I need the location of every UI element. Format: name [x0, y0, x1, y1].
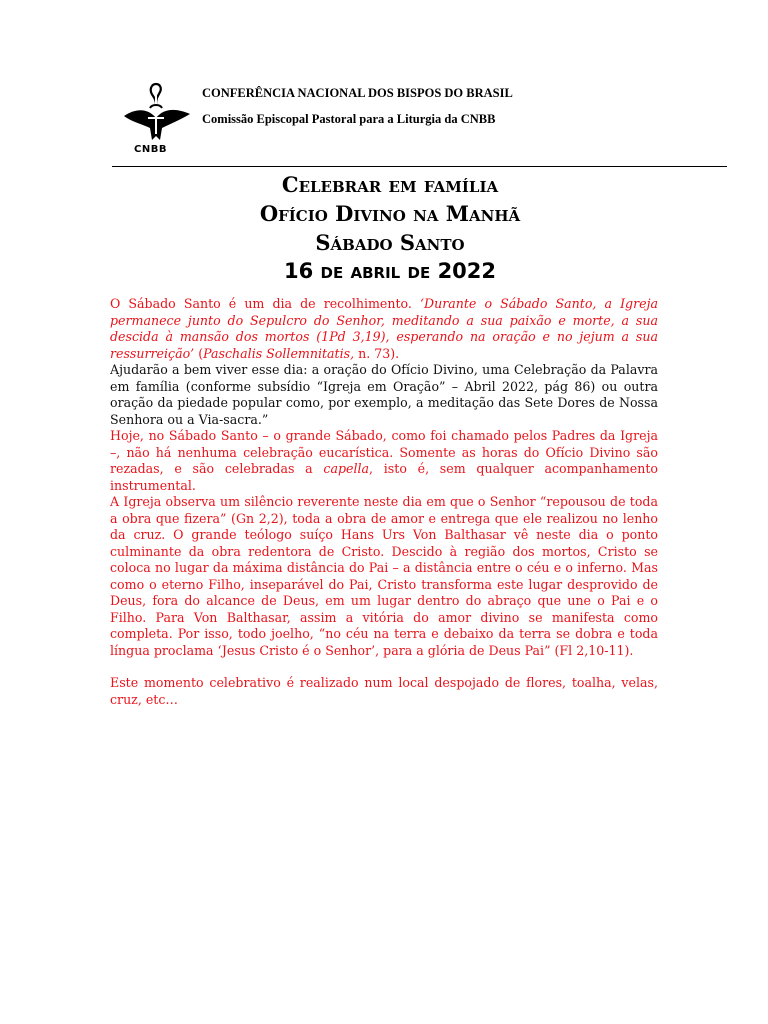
paragraph-intro — [110, 296, 658, 362]
header-divider — [112, 166, 727, 167]
title-line-1: Celebrar em família — [281, 172, 499, 197]
title-line-2: Ofício Divino na Manhã — [259, 201, 521, 226]
organization-name: CONFERÊNCIA NACIONAL DOS BISPOS DO BRASIL — [202, 86, 513, 100]
paragraph-holy-saturday-capella: capella — [323, 461, 370, 476]
cnbb-logo — [116, 78, 198, 158]
paragraph-spacer — [110, 659, 658, 675]
paragraph-intro-c: ( — [194, 345, 204, 361]
paragraph-holy-saturday-a: Hoje, no Sábado Santo – o grande Sábado, como foi chamado pelos Padres da Igreja –, não há nenhuma celebração eucarística. Somente as horas do Ofício Divino são rezadas, e são celebradas a — [110, 428, 658, 476]
document-body — [110, 296, 658, 708]
paragraph-intro-source: Paschalis Sollemnitatis, — [203, 345, 355, 361]
title-line-3: Sábado Santo — [315, 230, 465, 255]
logo-text: CNBB — [134, 144, 167, 155]
title-date: 16 de abril de 2022 — [283, 259, 497, 283]
title-block — [100, 170, 680, 286]
paragraph-holy-saturday — [110, 428, 658, 494]
commission-name: Comissão Episcopal Pastoral para a Liturgia da CNBB — [202, 112, 496, 126]
paragraph-intro-quote: ‘Durante o Sábado Santo, a Igreja permanece junto do Sepulcro do Senhor, meditando a sua paixão e morte, a sua descida à mansão dos mortos (1Pd 3,19), esperando na oração e no jejum a sua ressurreição’ — [110, 296, 658, 361]
paragraph-holy-saturday-c: , isto é, sem qualquer acompanhamento instrumental. — [110, 461, 659, 493]
paragraph-intro-a: O Sábado Santo é um dia de recolhimento. — [110, 296, 420, 311]
paragraph-celebration-note: Este momento celebrativo é realizado num local despojado de flores, toalha, velas, cruz, etc… — [110, 675, 658, 707]
document-header — [112, 78, 727, 164]
paragraph-intro-e: n. 73). — [354, 345, 400, 361]
paragraph-prayers: Ajudarão a bem viver esse dia: a oração do Ofício Divino, uma Celebração da Palavra em família (conforme subsídio “Igreja em Oração” – Abril 2022, pág 86) ou outra oração da piedade popular como, por exemplo, a meditação das Sete Dores de Nossa Senhora ou a Via-sacra.” — [110, 362, 658, 427]
paragraph-silence: A Igreja observa um silêncio reverente neste dia em que o Senhor “repousou de toda a obra que fizera” (Gn 2,2), toda a obra de amor e entrega que ele realizou no lenho da cruz. O grande teólogo suíço Hans Urs Von Balthasar vê neste dia o ponto culminante da obra redentora de Cristo. Descido à região dos mortos, Cristo se coloca no lugar da máxima distância do Pai – a distância entre o céu e o inferno. Mas como o eterno Filho, inseparável do Pai, Cristo transforma este lugar desprovido de Deus, fora do alcance de Deus, em um lugar dentro do abraço que une o Pai e o Filho. Para Von Balthasar, assim a vitória do amor divino se manifesta como completa. Por isso, todo joelho, “no céu na terra e debaixo da terra se dobra e toda língua proclama ‘Jesus Cristo é o Senhor’, para a glória de Deus Pai” (Fl 2,10-11). — [110, 494, 658, 658]
